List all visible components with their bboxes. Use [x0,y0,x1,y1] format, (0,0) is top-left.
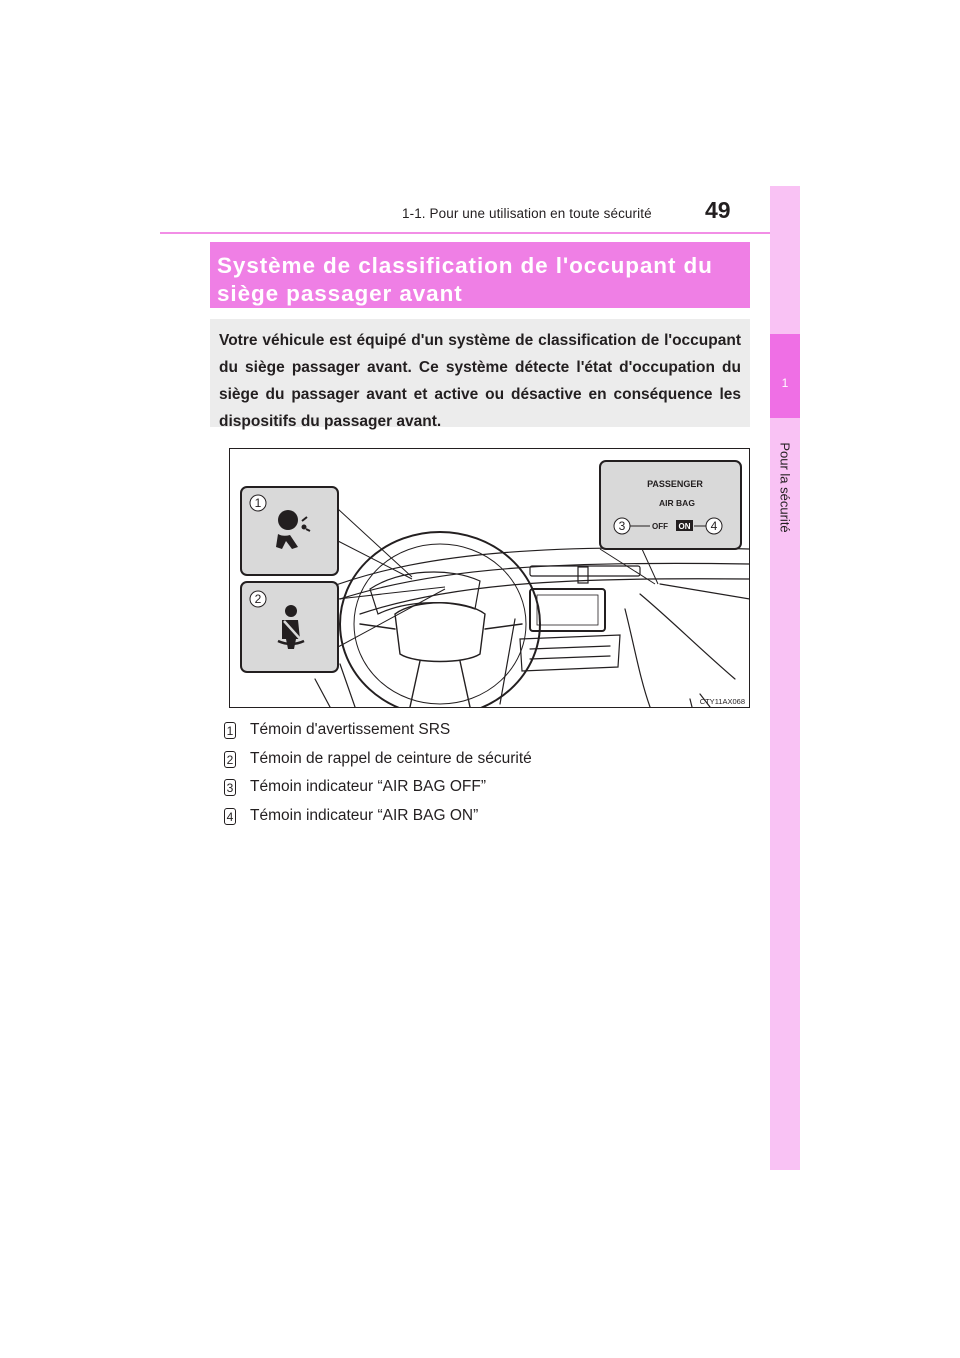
intro-paragraph: Votre véhicule est équipé d'un système de classification de l'occupant du siège passager avant. Ce système détecte l'état d'occupation du siège du passager avant et active ou désactive en conséquence les dispositifs du passager avant. [210,319,750,427]
chapter-label: Pour la sécurité [777,442,793,533]
svg-text:2: 2 [254,592,262,606]
callout-4 [706,518,722,534]
section-title [210,242,750,308]
figure-code: CTY11AX068 [699,697,745,706]
callout-1-leader [338,509,412,579]
header-section-title: 1-1. Pour une utilisation en toute sécurité [402,206,652,221]
dashboard-illustration [229,448,750,708]
steering-wheel [340,532,540,708]
legend-number: 4 [224,808,236,825]
callout-3 [614,518,630,534]
callout-1 [250,495,266,511]
section-title-line-2: siège passager avant [217,281,463,306]
panel-passenger-label: PASSENGER [647,479,703,489]
legend-text: Témoin de rappel de ceinture de sécurité [250,749,532,767]
legend-text: Témoin indicateur “AIR BAG OFF” [250,778,487,796]
panel-airbag-label: AIR BAG [659,498,695,508]
legend-text: Témoin d'avertissement SRS [250,721,451,738]
chapter-number: 1 [781,376,789,390]
callout-2 [250,591,266,607]
svg-text:3: 3 [618,519,626,533]
panel-off-label: OFF [652,522,668,531]
legend-text: Témoin indicateur “AIR BAG ON” [250,807,479,825]
legend-number: 1 [224,722,236,739]
legend-number: 2 [224,751,236,768]
airbag-indicator-panel [600,461,741,549]
panel-on-label: ON [678,522,691,531]
header-divider [160,232,800,234]
legend-number: 3 [224,779,236,796]
svg-text:1: 1 [254,496,262,510]
page-number: 49 [705,197,731,223]
section-title-line-1: Système de classification de l'occupant du [217,253,713,278]
svg-text:4: 4 [710,519,718,533]
